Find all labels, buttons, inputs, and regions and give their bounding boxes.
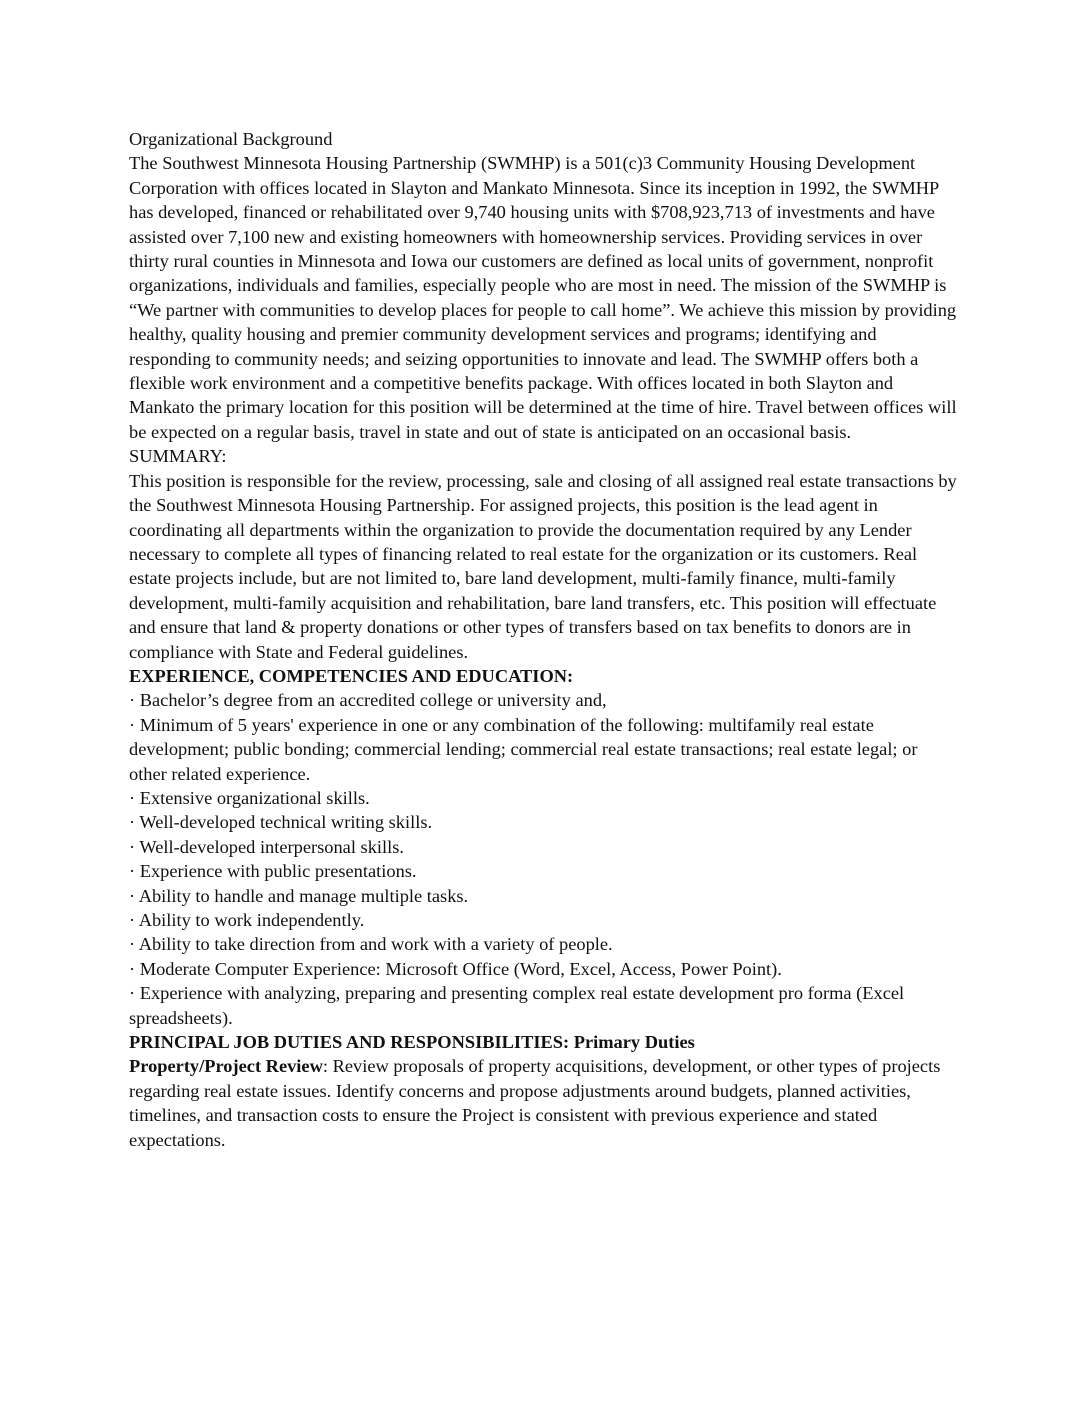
org-background-heading: Organizational Background [129,129,333,149]
document-content [129,127,959,1152]
property-review-label: Property/Project Review [129,1056,323,1077]
property-review-paragraph [129,1054,959,1152]
summary-paragraph: This position is responsible for the review, processing, sale and closing of all assigned real estate transactions by the Southwest Minnesota Housing Partnership. For assigned projects, this position is the lead agent in coordinating all departments within the organization to provide the documentation required by any Lender necessary to complete all types of financing related to real estate for the organization or its customers. Real estate projects include, but are not limited to, bare land development, multi-family finance, multi-family development, multi-family acquisition and rehabilitation, bare land transfers, etc. This position will effectuate and ensure that land & property donations or other types of transfers based on tax benefits to donors are in compliance with State and Federal guidelines. [129,470,957,662]
experience-item-organizational: · Extensive organizational skills. [129,787,370,808]
org-background-paragraph: The Southwest Minnesota Housing Partnership (SWMHP) is a 501(c)3 Community Housing Development Corporation with offices located in Slayton and Mankato Minnesota. Since its inception in 1992, the SWMHP has developed, financed or rehabilitated over 9,740 housing units with $708,923,713 of investments and have assisted over 7,100 new and existing homeowners with homeownership services. Providing services in over thirty rural counties in Minnesota and Iowa our customers are defined as local units of government, nonprofit organizations, individuals and families, especially people who are most in need. The mission of the SWMHP is “We partner with communities to develop places for people to call home”. We achieve this mission by providing healthy, quality housing and premier community development services and programs; identifying and responding to community needs; and seizing opportunities to innovate and lead. The SWMHP offers both a flexible work environment and a competitive benefits package. With offices located in both Slayton and Mankato the primary location for this position will be determined at the time of hire. Travel between offices will be expected on a regular basis, travel in state and out of state is anticipated on an occasional basis. [129,153,957,442]
experience-item-degree: · Bachelor’s degree from an accredited college or university and, [129,690,607,711]
experience-heading: EXPERIENCE, COMPETENCIES AND EDUCATION: [129,665,574,686]
experience-item-computer: · Moderate Computer Experience: Microsoft Office (Word, Excel, Access, Power Point). [129,958,782,979]
experience-item-presentations: · Experience with public presentations. [129,861,417,882]
experience-item-independent: · Ability to work independently. [129,910,365,930]
experience-item-pro-forma: · Experience with analyzing, preparing and presenting complex real estate development pro forma (Excel spreadsheets). [129,983,905,1028]
summary-heading: SUMMARY: [129,446,227,467]
experience-item-minimum-years: · Minimum of 5 years' experience in one or any combination of the following: multifamily real estate development; public bonding; commercial lending; commercial real estate transactions; real estate legal; or other related experience. [129,714,918,784]
experience-item-multitask: · Ability to handle and manage multiple tasks. [129,885,469,906]
experience-item-interpersonal: · Well-developed interpersonal skills. [129,836,404,857]
duties-heading: PRINCIPAL JOB DUTIES AND RESPONSIBILITIES: Primary Duties [129,1032,695,1053]
property-review-body: : Review proposals of property acquisitions, development, or other types of projects regarding real estate issues. Identify concerns and propose adjustments around budgets, planned activities, timelines, and transaction costs to ensure the Project is consistent with previous experience and stated expectations. [129,1056,941,1150]
experience-item-direction: · Ability to take direction from and work with a variety of people. [129,934,613,955]
experience-item-technical-writing: · Well-developed technical writing skills. [129,812,433,833]
